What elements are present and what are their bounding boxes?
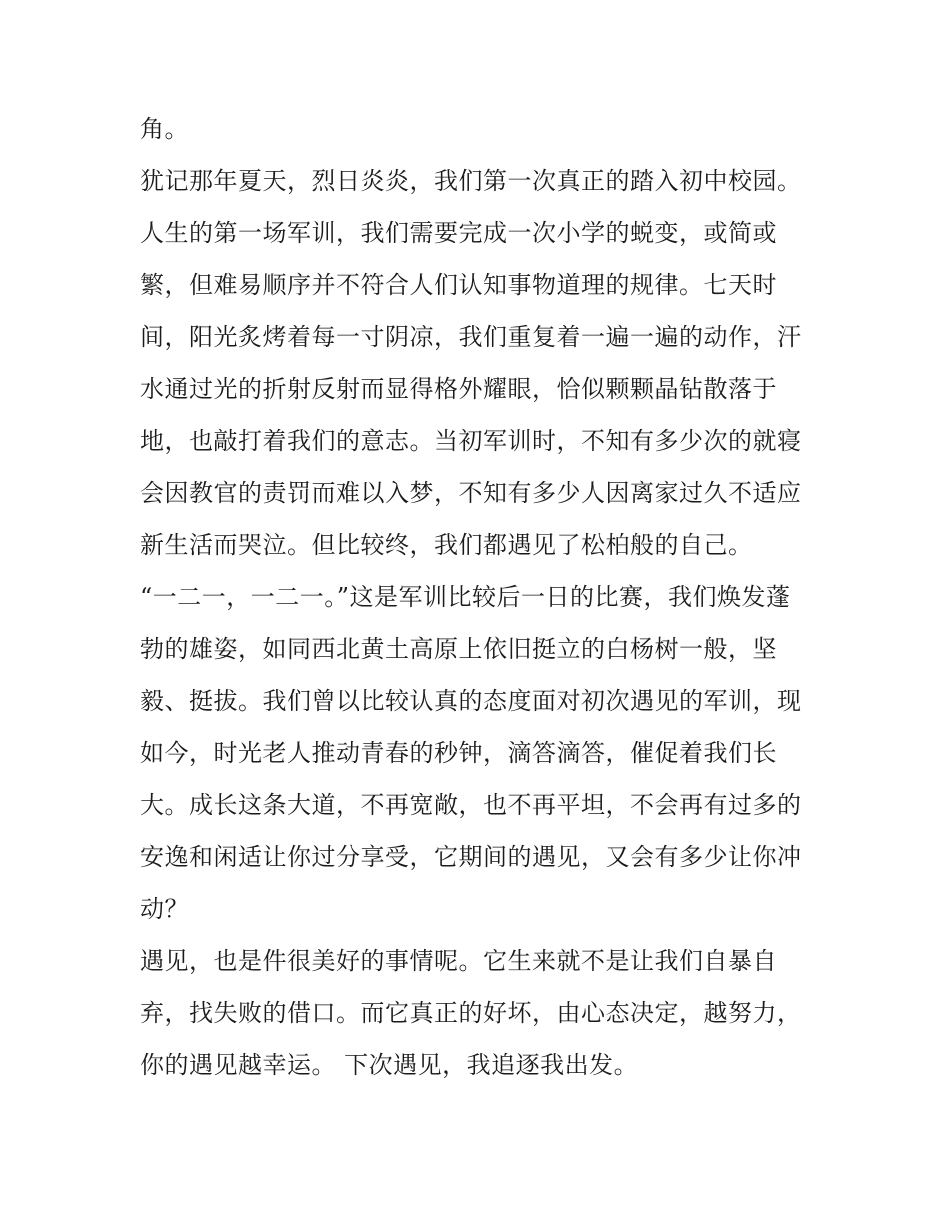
text-line: 间，阳光炙烤着每一寸阴凉，我们重复着一遍一遍的动作，汗 (140, 323, 802, 351)
text-line: 勃的雄姿，如同西北黄土高原上依旧挺立的白杨树一般，坚 (140, 635, 777, 663)
text-line: 安逸和闲适让你过分享受，它期间的遇见，又会有多少让你冲 (140, 843, 802, 871)
text-line: “一二一，一二一。”这是军训比较后一日的比赛，我们焕发蓬 (140, 583, 791, 611)
text-line: 动？ (140, 895, 189, 923)
text-line: 犹记那年夏天，烈日炎炎，我们第一次真正的踏入初中校园。 (140, 167, 802, 195)
text-line: 新生活而哭泣。但比较终，我们都遇见了松柏般的自己。 (140, 531, 753, 559)
text-line: 会因教官的责罚而难以入梦，不知有多少人因离家过久不适应 (140, 479, 802, 507)
text-line: 你的遇见越幸运。 下次遇见，我追逐我出发。 (140, 1051, 639, 1079)
text-line: 遇见，也是件很美好的事情呢。它生来就不是让我们自暴自 (140, 947, 777, 975)
text-line: 毅、挺拔。我们曾以比较认真的态度面对初次遇见的军训，现 (140, 687, 802, 715)
text-line: 人生的第一场军训，我们需要完成一次小学的蜕变，或简或 (140, 219, 777, 247)
text-line: 大。成长这条大道，不再宽敞，也不再平坦，不会再有过多的 (140, 791, 802, 819)
text-line: 水通过光的折射反射而显得格外耀眼，恰似颗颗晶钻散落于 (140, 375, 777, 403)
text-line: 繁，但难易顺序并不符合人们认知事物道理的规律。七天时 (140, 271, 777, 299)
text-line: 弃，找失败的借口。而它真正的好坏，由心态决定，越努力， (140, 999, 802, 1027)
text-line: 角。 (140, 115, 189, 143)
body-text (140, 103, 830, 1091)
text-line: 地，也敲打着我们的意志。当初军训时，不知有多少次的就寝 (140, 427, 802, 455)
text-line: 如今，时光老人推动青春的秒钟，滴答滴答，催促着我们长 (140, 739, 777, 767)
